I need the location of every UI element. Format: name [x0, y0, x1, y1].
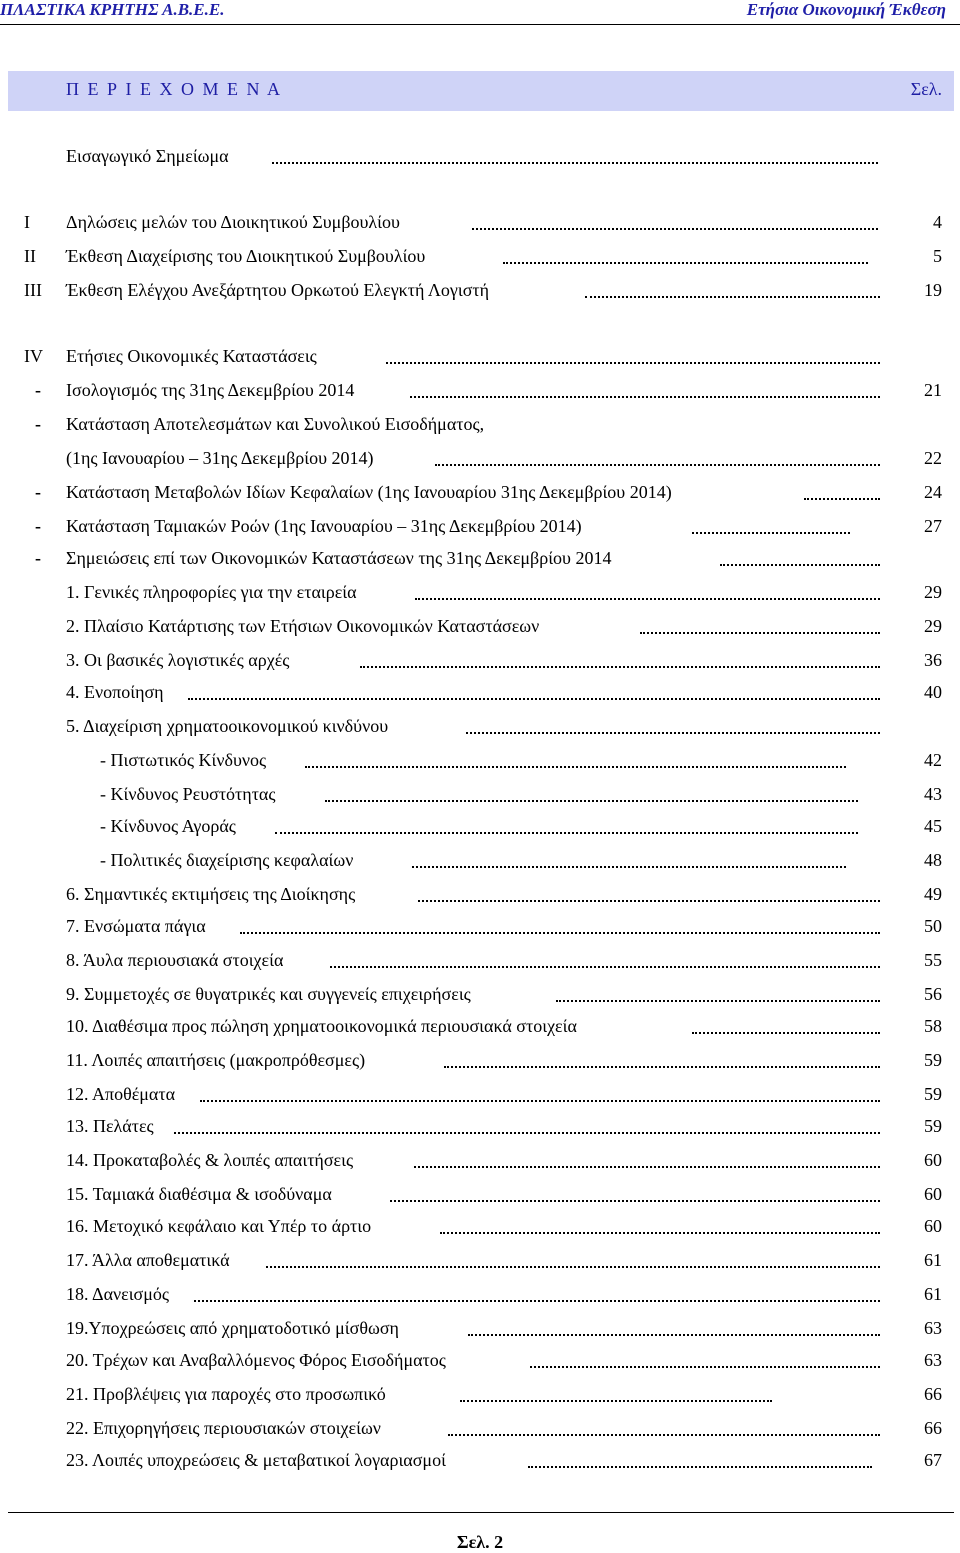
- toc-entry: [0, 750, 960, 780]
- toc-entry-text: - Κίνδυνος Αγοράς: [100, 816, 236, 836]
- toc-entry-page: 55: [924, 950, 942, 970]
- toc-entry: [0, 246, 960, 276]
- toc-entry-page: 21: [924, 380, 942, 400]
- toc-entry-text: 20. Τρέχων και Αναβαλλόμενος Φόρος Εισοδήματος: [66, 1350, 446, 1370]
- dot-leader: [466, 731, 880, 734]
- toc-entry-text: 23. Λοιπές υποχρεώσεις & μεταβατικοί λογαριασμοί: [66, 1450, 446, 1470]
- dot-leader: [305, 765, 846, 768]
- toc-entry: [0, 1150, 960, 1180]
- toc-entry-text: - Κίνδυνος Ρευστότητας: [100, 784, 276, 804]
- toc-entry: [0, 784, 960, 814]
- toc-entry-text: 13. Πελάτες: [66, 1116, 154, 1136]
- dot-leader: [200, 1099, 880, 1102]
- toc-entry-text: 21. Προβλέψεις για παροχές στο προσωπικό: [66, 1384, 386, 1404]
- toc-entry: [0, 850, 960, 880]
- toc-entry-text: Εισαγωγικό Σημείωμα: [66, 146, 229, 166]
- toc-entry-text: (1ης Ιανουαρίου – 31ης Δεκεμβρίου 2014): [66, 448, 374, 468]
- toc-entry-page: 40: [924, 682, 942, 702]
- dot-leader: [435, 463, 880, 466]
- dot-leader: [440, 1231, 880, 1234]
- toc-entry-page: 24: [924, 482, 942, 502]
- toc-entry-text: Κατάσταση Αποτελεσμάτων και Συνολικού Εισοδήματος,: [66, 414, 485, 434]
- toc-entry-text: Δηλώσεις μελών του Διοικητικού Συμβουλίου: [66, 212, 400, 232]
- toc-entry-page: 66: [924, 1384, 942, 1404]
- dot-leader: [188, 697, 880, 700]
- dot-leader: [448, 1433, 880, 1436]
- dot-leader: [325, 799, 858, 802]
- dot-leader: [692, 531, 850, 534]
- toc-entry: [0, 1016, 960, 1046]
- toc-entry: [0, 414, 960, 444]
- toc-entry-text: 18. Δανεισμός: [66, 1284, 170, 1304]
- dot-leader: [412, 865, 846, 868]
- toc-entry-page: 19: [924, 280, 942, 300]
- toc-entry-text: 17. Άλλα αποθεματικά: [66, 1250, 230, 1270]
- dot-leader: [444, 1065, 880, 1068]
- dot-leader: [360, 665, 880, 668]
- toc-entry-number: -: [35, 548, 41, 568]
- toc-entry-number: -: [35, 516, 41, 536]
- toc-entry: [0, 380, 960, 410]
- toc-entry: [0, 482, 960, 512]
- toc-entry: [0, 916, 960, 946]
- toc-entry: [0, 146, 960, 176]
- toc-entry-text: 6. Σημαντικές εκτιμήσεις της Διοίκησης: [66, 884, 356, 904]
- toc-entry: [0, 1384, 960, 1414]
- toc-entry-text: Σημειώσεις επί των Οικονομικών Καταστάσεων της 31ης Δεκεμβρίου 2014: [66, 548, 612, 568]
- toc-entry-page: 5: [933, 246, 942, 266]
- toc-entry: [0, 1284, 960, 1314]
- toc-entry-page: 48: [924, 850, 942, 870]
- dot-leader: [528, 1465, 872, 1468]
- toc-entry-page: 50: [924, 916, 942, 936]
- toc-entry-text: Ισολογισμός της 31ης Δεκεμβρίου 2014: [66, 380, 355, 400]
- toc-entry-number: -: [35, 380, 41, 400]
- dot-leader: [386, 361, 880, 364]
- page-header: [0, 0, 960, 26]
- toc-entry-text: 2. Πλαίσιο Κατάρτισης των Ετήσιων Οικονομικών Καταστάσεων: [66, 616, 540, 636]
- toc-entry-text: 7. Ενσώματα πάγια: [66, 916, 206, 936]
- company-name: ΠΛΑΣΤΙΚΑ ΚΡΗΤΗΣ Α.Β.Ε.Ε.: [0, 0, 225, 19]
- dot-leader: [266, 1265, 880, 1268]
- dot-leader: [240, 931, 880, 934]
- toc-entry-page: 42: [924, 750, 942, 770]
- toc-entry-page: 67: [924, 1450, 942, 1470]
- dot-leader: [692, 1031, 880, 1034]
- toc-entry: [0, 682, 960, 712]
- toc-entry-page: 43: [924, 784, 942, 804]
- toc-entry: [0, 1350, 960, 1380]
- toc-entry-number: -: [35, 414, 41, 434]
- toc-heading-bar: [8, 71, 954, 111]
- toc-entry-page: 22: [924, 448, 942, 468]
- toc-entry: [0, 1084, 960, 1114]
- toc-entry: [0, 582, 960, 612]
- toc-entry-number: Ι: [24, 212, 30, 232]
- dot-leader: [530, 1365, 880, 1368]
- toc-entry: [0, 448, 960, 478]
- dot-leader: [503, 261, 868, 264]
- toc-entry: [0, 1116, 960, 1146]
- header-divider: [0, 24, 960, 25]
- toc-entry-page: 56: [924, 984, 942, 1004]
- toc-entry: [0, 1318, 960, 1348]
- toc-entry: [0, 984, 960, 1014]
- dot-leader: [585, 295, 880, 298]
- toc-entry: [0, 516, 960, 546]
- toc-title: Π Ε Ρ Ι Ε Χ Ο Μ Ε Ν Α: [66, 79, 282, 99]
- toc-entry-page: 59: [924, 1084, 942, 1104]
- dot-leader: [556, 999, 880, 1002]
- toc-entry-text: Κατάσταση Ταμιακών Ροών (1ης Ιανουαρίου – 31ης Δεκεμβρίου 2014): [66, 516, 582, 536]
- toc-entry-number: -: [35, 482, 41, 502]
- toc-entry-text: 22. Επιχορηγήσεις περιουσιακών στοιχείων: [66, 1418, 381, 1438]
- toc-entry-text: Κατάσταση Μεταβολών Ιδίων Κεφαλαίων (1ης Ιανουαρίου 31ης Δεκεμβρίου 2014): [66, 482, 672, 502]
- toc-entry-page: 36: [924, 650, 942, 670]
- toc-entry-page: 63: [924, 1318, 942, 1338]
- toc-entry-text: Έκθεση Διαχείρισης του Διοικητικού Συμβουλίου: [66, 246, 426, 266]
- toc-entry-text: 5. Διαχείριση χρηματοοικονομικού κινδύνου: [66, 716, 389, 736]
- toc-entry-text: 9. Συμμετοχές σε θυγατρικές και συγγενείς επιχειρήσεις: [66, 984, 471, 1004]
- dot-leader: [194, 1299, 880, 1302]
- dot-leader: [468, 1333, 880, 1336]
- toc-entry-text: 10. Διαθέσιμα προς πώληση χρηματοοικονομικά περιουσιακά στοιχεία: [66, 1016, 577, 1036]
- toc-entry-page: 29: [924, 582, 942, 602]
- dot-leader: [418, 899, 880, 902]
- dot-leader: [330, 965, 880, 968]
- dot-leader: [275, 831, 858, 834]
- toc-entry: [0, 650, 960, 680]
- toc-entry-text: 16. Μετοχικό κεφάλαιο και Υπέρ το άρτιο: [66, 1216, 372, 1236]
- dot-leader: [272, 161, 878, 164]
- toc-entry: [0, 1450, 960, 1480]
- dot-leader: [174, 1131, 880, 1134]
- toc-entry: [0, 280, 960, 310]
- toc-entry: [0, 212, 960, 242]
- toc-entry-number: ΙΙΙ: [24, 280, 42, 300]
- toc-entry: [0, 816, 960, 846]
- dot-leader: [804, 497, 880, 500]
- toc-entry-text: 12. Αποθέματα: [66, 1084, 176, 1104]
- page-number: Σελ. 2: [456, 1532, 504, 1552]
- toc-entry-text: 14. Προκαταβολές & λοιπές απαιτήσεις: [66, 1150, 354, 1170]
- toc-entry-page: 63: [924, 1350, 942, 1370]
- toc-entry: [0, 616, 960, 646]
- dot-leader: [472, 227, 878, 230]
- toc-page-column-label: Σελ.: [910, 79, 942, 99]
- toc-entry-text: 8. Άυλα περιουσιακά στοιχεία: [66, 950, 284, 970]
- toc-entry: [0, 716, 960, 746]
- dot-leader: [460, 1399, 772, 1402]
- dot-leader: [415, 597, 880, 600]
- toc-entry-text: Έκθεση Ελέγχου Ανεξάρτητου Ορκωτού Ελεγκτή Λογιστή: [66, 280, 490, 300]
- toc-entry-page: 45: [924, 816, 942, 836]
- toc-entry-text: - Πιστωτικός Κίνδυνος: [100, 750, 267, 770]
- dot-leader: [390, 1199, 880, 1202]
- toc-entry-page: 61: [924, 1284, 942, 1304]
- toc-entry: [0, 1418, 960, 1448]
- toc-entry-page: 49: [924, 884, 942, 904]
- toc-entry-page: 60: [924, 1184, 942, 1204]
- toc-entry-text: 1. Γενικές πληροφορίες για την εταιρεία: [66, 582, 357, 602]
- toc-entry: [0, 950, 960, 980]
- report-title: Ετήσια Οικονομική Έκθεση: [746, 0, 946, 19]
- dot-leader: [410, 395, 880, 398]
- toc-entry-text: 4. Ενοποίηση: [66, 682, 164, 702]
- toc-entry-text: 3. Οι βασικές λογιστικές αρχές: [66, 650, 290, 670]
- toc-entry-number: ΙΙ: [24, 246, 36, 266]
- toc-entry-page: 60: [924, 1150, 942, 1170]
- toc-entry-text: 19.Υποχρεώσεις από χρηματοδοτικό μίσθωση: [66, 1318, 399, 1338]
- toc-entry-page: 4: [933, 212, 942, 232]
- toc-entry: [0, 884, 960, 914]
- toc-entry-page: 29: [924, 616, 942, 636]
- toc-entry: [0, 548, 960, 578]
- toc-entry-page: 58: [924, 1016, 942, 1036]
- toc-entry: [0, 346, 960, 376]
- toc-entry: [0, 1050, 960, 1080]
- toc-entry-page: 61: [924, 1250, 942, 1270]
- toc-entry-page: 27: [924, 516, 942, 536]
- dot-leader: [414, 1165, 880, 1168]
- toc-entry-page: 59: [924, 1050, 942, 1070]
- toc-entry-text: 15. Ταμιακά διαθέσιμα & ισοδύναμα: [66, 1184, 332, 1204]
- toc-entry-page: 66: [924, 1418, 942, 1438]
- toc-entry: [0, 1216, 960, 1246]
- toc-entry-number: IV: [24, 346, 43, 366]
- toc-entry: [0, 1184, 960, 1214]
- toc-entry-text: 11. Λοιπές απαιτήσεις (μακροπρόθεσμες): [66, 1050, 366, 1070]
- dot-leader: [640, 631, 880, 634]
- footer-divider: [8, 1512, 954, 1513]
- dot-leader: [720, 563, 880, 566]
- toc-entry: [0, 1250, 960, 1280]
- toc-entry-text: Ετήσιες Οικονομικές Καταστάσεις: [66, 346, 317, 366]
- toc-entry-page: 60: [924, 1216, 942, 1236]
- toc-entry-text: - Πολιτικές διαχείρισης κεφαλαίων: [100, 850, 354, 870]
- toc-entry-page: 59: [924, 1116, 942, 1136]
